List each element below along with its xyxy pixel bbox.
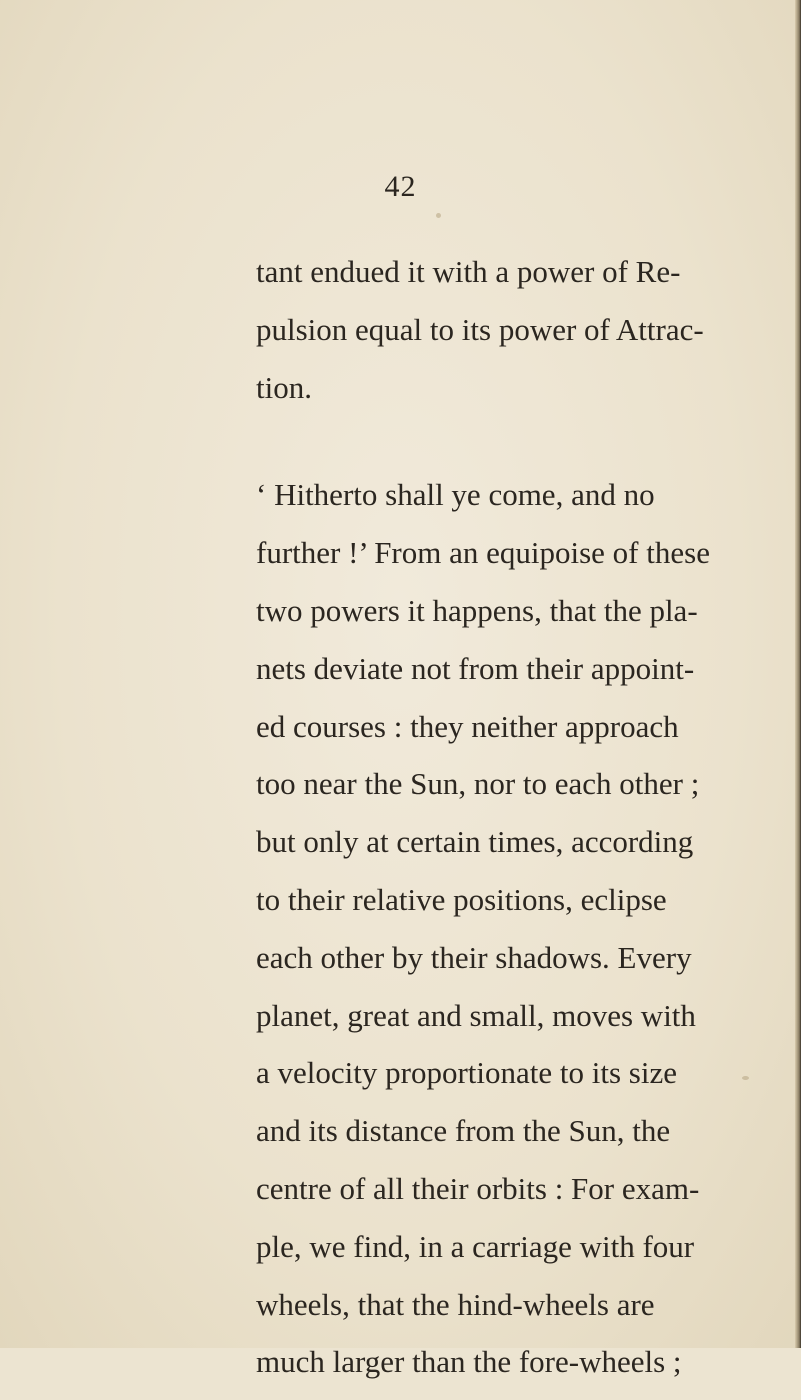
page-number: 42: [384, 170, 417, 203]
text-line: a velocity proportionate to its size: [256, 1055, 677, 1091]
text-line: two powers it happens, that the pla-: [256, 592, 698, 628]
paper-speck: [742, 1076, 749, 1080]
text-line: planet, great and small, moves with: [256, 997, 696, 1033]
text-line: centre of all their orbits : For exam-: [256, 1170, 700, 1206]
text-line: too near the Sun, nor to each other ;: [256, 766, 700, 802]
text-line: tion.: [256, 369, 312, 405]
text-line: much larger than the fore-wheels ;: [256, 1344, 682, 1380]
text-line: and its distance from the Sun, the: [256, 1113, 671, 1149]
text-line: pulsion equal to its power of Attrac-: [256, 311, 704, 347]
text-line: ple, we find, in a carriage with four: [256, 1228, 695, 1264]
page-edge-shadow: [795, 0, 801, 1348]
text-line: ed courses : they neither approach: [256, 708, 679, 744]
text-line: nets deviate not from their appoint-: [256, 650, 695, 686]
text-line: but only at certain times, according: [256, 824, 694, 860]
text-line: each other by their shadows. Every: [256, 939, 692, 975]
paper-speck: [436, 213, 441, 218]
text-line: to their relative positions, eclipse: [256, 881, 667, 917]
paragraph-gap: [256, 425, 654, 475]
text-line: wheels, that the hind-wheels are: [256, 1286, 655, 1322]
text-line: tant endued it with a power of Re-: [256, 254, 681, 289]
text-line: further !’ From an equipoise of these: [256, 535, 710, 571]
body-text: [256, 252, 710, 1400]
text-line: ‘ Hitherto shall ye come, and no: [256, 477, 655, 513]
